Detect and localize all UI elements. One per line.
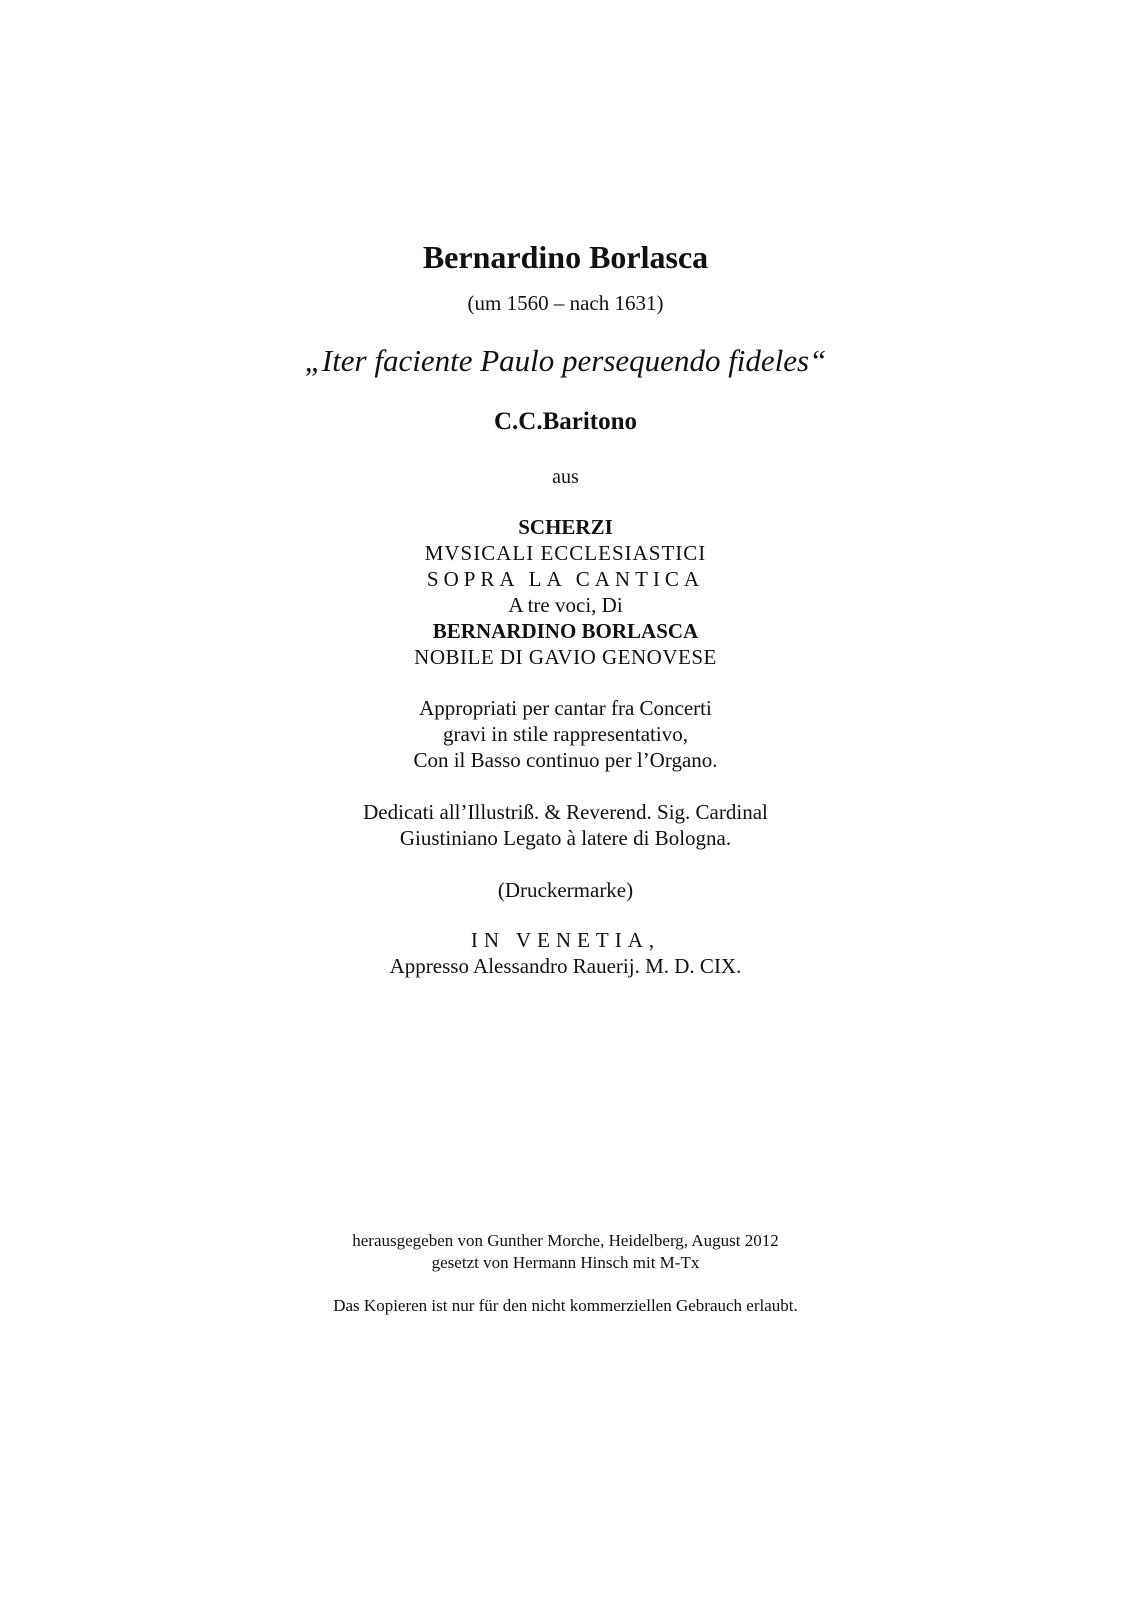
composer-dates: (um 1560 – nach 1631) bbox=[467, 291, 664, 315]
license-note: Das Kopieren ist nur für den nicht kommerziellen Gebrauch erlaubt. bbox=[333, 1296, 798, 1315]
printer-mark-note: (Druckermarke) bbox=[497, 878, 634, 902]
title-page-line: Appropriati per cantar fra Concerti bbox=[419, 696, 712, 720]
composer-name: Bernardino Borlasca bbox=[422, 239, 709, 275]
from-label: aus bbox=[552, 466, 579, 488]
dedication-line: Giustiniano Legato à latere di Bologna. bbox=[399, 826, 732, 850]
title-page-line: BERNARDINO BORLASCA bbox=[432, 619, 699, 643]
title-page-line: SOPRA LA CANTICA bbox=[426, 567, 705, 591]
title-page-line: NOBILE DI GAVIO GENOVESE bbox=[414, 645, 717, 669]
imprint-publisher: Appresso Alessandro Rauerij. M. D. CIX. bbox=[389, 954, 742, 978]
title-page-line: MVSICALI ECCLESIASTICI bbox=[424, 541, 707, 565]
dedication-line: Dedicati all’Illustriß. & Reverend. Sig. Cardinal bbox=[363, 800, 768, 824]
editor-credit: herausgegeben von Gunther Morche, Heidelberg, August 2012 bbox=[352, 1231, 779, 1250]
title-page-line: Con il Basso continuo per l’Organo. bbox=[413, 748, 718, 772]
title-page-line: A tre voci, Di bbox=[508, 593, 623, 617]
title-page-line: SCHERZI bbox=[518, 515, 613, 539]
work-title: „Iter faciente Paulo persequendo fideles“ bbox=[304, 343, 827, 378]
imprint-place: IN VENETIA, bbox=[470, 928, 661, 952]
typesetter-credit: gesetzt von Hermann Hinsch mit M-Tx bbox=[431, 1253, 700, 1272]
title-page-line: gravi in stile rappresentativo, bbox=[443, 722, 688, 746]
voicing: C.C.Baritono bbox=[493, 408, 638, 435]
